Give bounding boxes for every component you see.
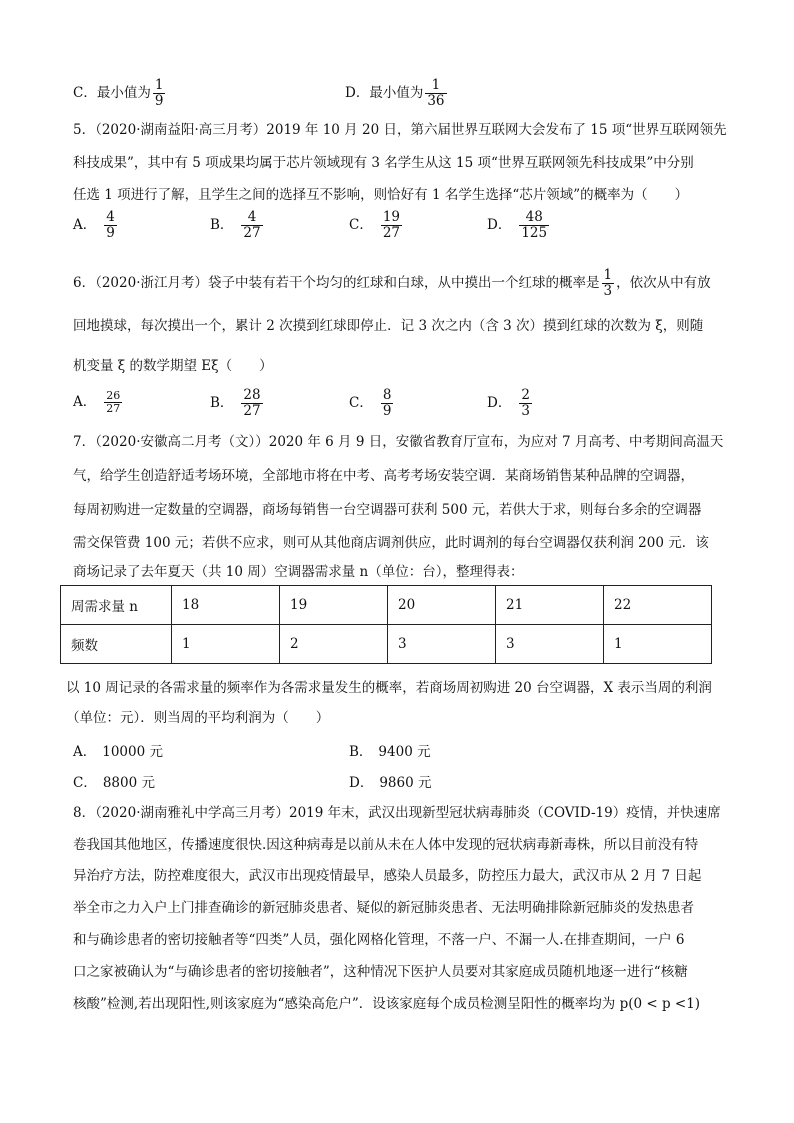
q6-option-c: C． $\frac{8}{9}$ [349,387,392,419]
q8-line-1: 8．（2020·湖南雅礼中学高三月考）2019 年末，武汉出现新型冠状病毒肺炎（COVID-19）疫情，并快速席 [73,805,721,821]
table-header-cell: 周需求量 n [61,586,172,625]
option-text: 最小值为 [96,85,151,101]
q7-line-3: 每周初购进一定数量的空调器，商场每销售一台空调器可获利 500 元，若供大于求，则每台多余的空调器 [73,502,702,518]
q8-line-6: 口之家被确认为“与确诊患者的密切接触者”，这种情况下医护人员要对其家庭成员随机地逐一进行“核糖 [73,964,688,980]
q5-option-a: A． $\frac{4}{9}$ [73,209,115,241]
option-label: C． [73,85,97,101]
q6-option-d: D． $\frac{2}{3}$ [487,387,530,419]
q7-option-b: B． 9400 元 [349,744,431,760]
q6-line-3: 机变量 ξ 的数学期望 Eξ（ ） [73,358,273,374]
q4-option-c [73,78,167,109]
q7-line-2: 气，给学生创造舒适考场环境，全部地市将在中考、高考考场安装空调．某商场销售某种品牌的空调器， [73,468,694,484]
table-row [61,586,712,625]
q7-after-line-2: （单位：元）．则当周的平均利润为（ ） [66,710,330,726]
q7-line-5: 商场记录了去年夏天（共 10 周）空调器需求量 n（单位：台），整理得表： [73,564,524,580]
option-text: 最小值为 [369,85,424,101]
q7-line-1: 7．（2020·安徽高二月考（文））2020 年 6 月 9 日，安徽省教育厅宣布，为应对 7 月高考、中考期间高温天 [73,434,724,450]
table-cell: 1 [172,625,280,664]
q5-option-d: D． $\frac{48}{125}$ [487,209,548,241]
q8-line-5: 和与确诊患者的密切接触者等“四类”人员，强化网格化管理，不落一户、不漏一人.在排查期间，一户 6 [73,932,685,948]
q6-line-2: 回地摸球，每次摸出一个，累计 2 次摸到红球即停止．记 3 次之内（含 3 次）摸到红球的次数为 ξ，则随 [73,318,704,334]
table-cell: 3 [496,625,604,664]
table-cell: 1 [604,625,712,664]
q6-option-b: B． $\frac{28}{27}$ [210,387,261,419]
table-cell: 19 [280,586,388,625]
table-cell: 21 [496,586,604,625]
table-row [61,625,712,664]
q5-option-b: B． $\frac{4}{27}$ [210,209,261,241]
q5-line-1: 5．（2020·湖南益阳·高三月考）2019 年 10 月 20 日，第六届世界互联网大会发布了 15 项“世界互联网领先 [73,122,727,138]
q8-line-4: 举全市之力入户上门排查确诊的新冠肺炎患者、疑似的新冠肺炎患者、无法明确排除新冠肺炎的发热患者 [73,900,694,916]
q5-line-3: 任选 1 项进行了解，且学生之间的选择互不影响，则恰好有 1 名学生选择“芯片领域”的概率为（ ） [73,187,689,203]
q7-option-a: A． 10000 元 [73,744,163,760]
q4-option-d [345,78,449,109]
q8-line-2: 卷我国其他地区，传播速度很快.因这种病毒是以前从未在人体中发现的冠状病毒新毒株，所以目前没有特 [73,837,699,853]
q8-line-3: 异治疗方法，防控难度很大，武汉市出现疫情最早，感染人员最多，防控压力最大，武汉市从 2 月 7 日起 [73,868,702,884]
q5-line-2: 科技成果”，其中有 5 项成果均属于芯片领域现有 3 名学生从这 15 项“世界互联网领先科技成果”中分别 [73,155,694,171]
fraction: $\frac{1}{3}$ [603,267,613,299]
q5-option-c: C． $\frac{19}{27}$ [349,209,401,241]
q7-after-line-1: 以 10 周记录的各需求量的频率作为各需求量发生的概率，若商场周初购进 20 台空调器，X 表示当周的利润 [66,680,712,696]
q7-option-c: C． 8800 元 [73,775,155,791]
table-cell: 20 [388,586,496,625]
table-cell: 18 [172,586,280,625]
option-label: D． [345,85,370,101]
demand-frequency-table [60,585,712,664]
q7-option-d: D． 9860 元 [349,775,432,791]
fraction: $\frac{1}{36}$ [427,77,445,109]
table-cell: 3 [388,625,496,664]
q8-line-7: 核酸”检测,若出现阳性,则该家庭为“感染高危户”．设该家庭每个成员检测呈阳性的概率均为 p(0 < p <1) [73,996,701,1012]
fraction: $\frac{1}{9}$ [154,77,164,109]
q7-line-4: 需交保管费 100 元；若供不应求，则可从其他商店调剂供应，此时调剂的每台空调器仅获利润 200 元．该 [73,535,709,551]
table-cell: 22 [604,586,712,625]
table-header-cell: 频数 [61,625,172,664]
q6-line-1: 6．（2020·浙江月考）袋子中装有若干个均匀的红球和白球，从中摸出一个红球的概率是 $\frac{1}{3}$ ，依次从中有放 [73,267,711,299]
q6-option-a: A． $\frac{26}{27}$ [73,389,121,415]
table-cell: 2 [280,625,388,664]
